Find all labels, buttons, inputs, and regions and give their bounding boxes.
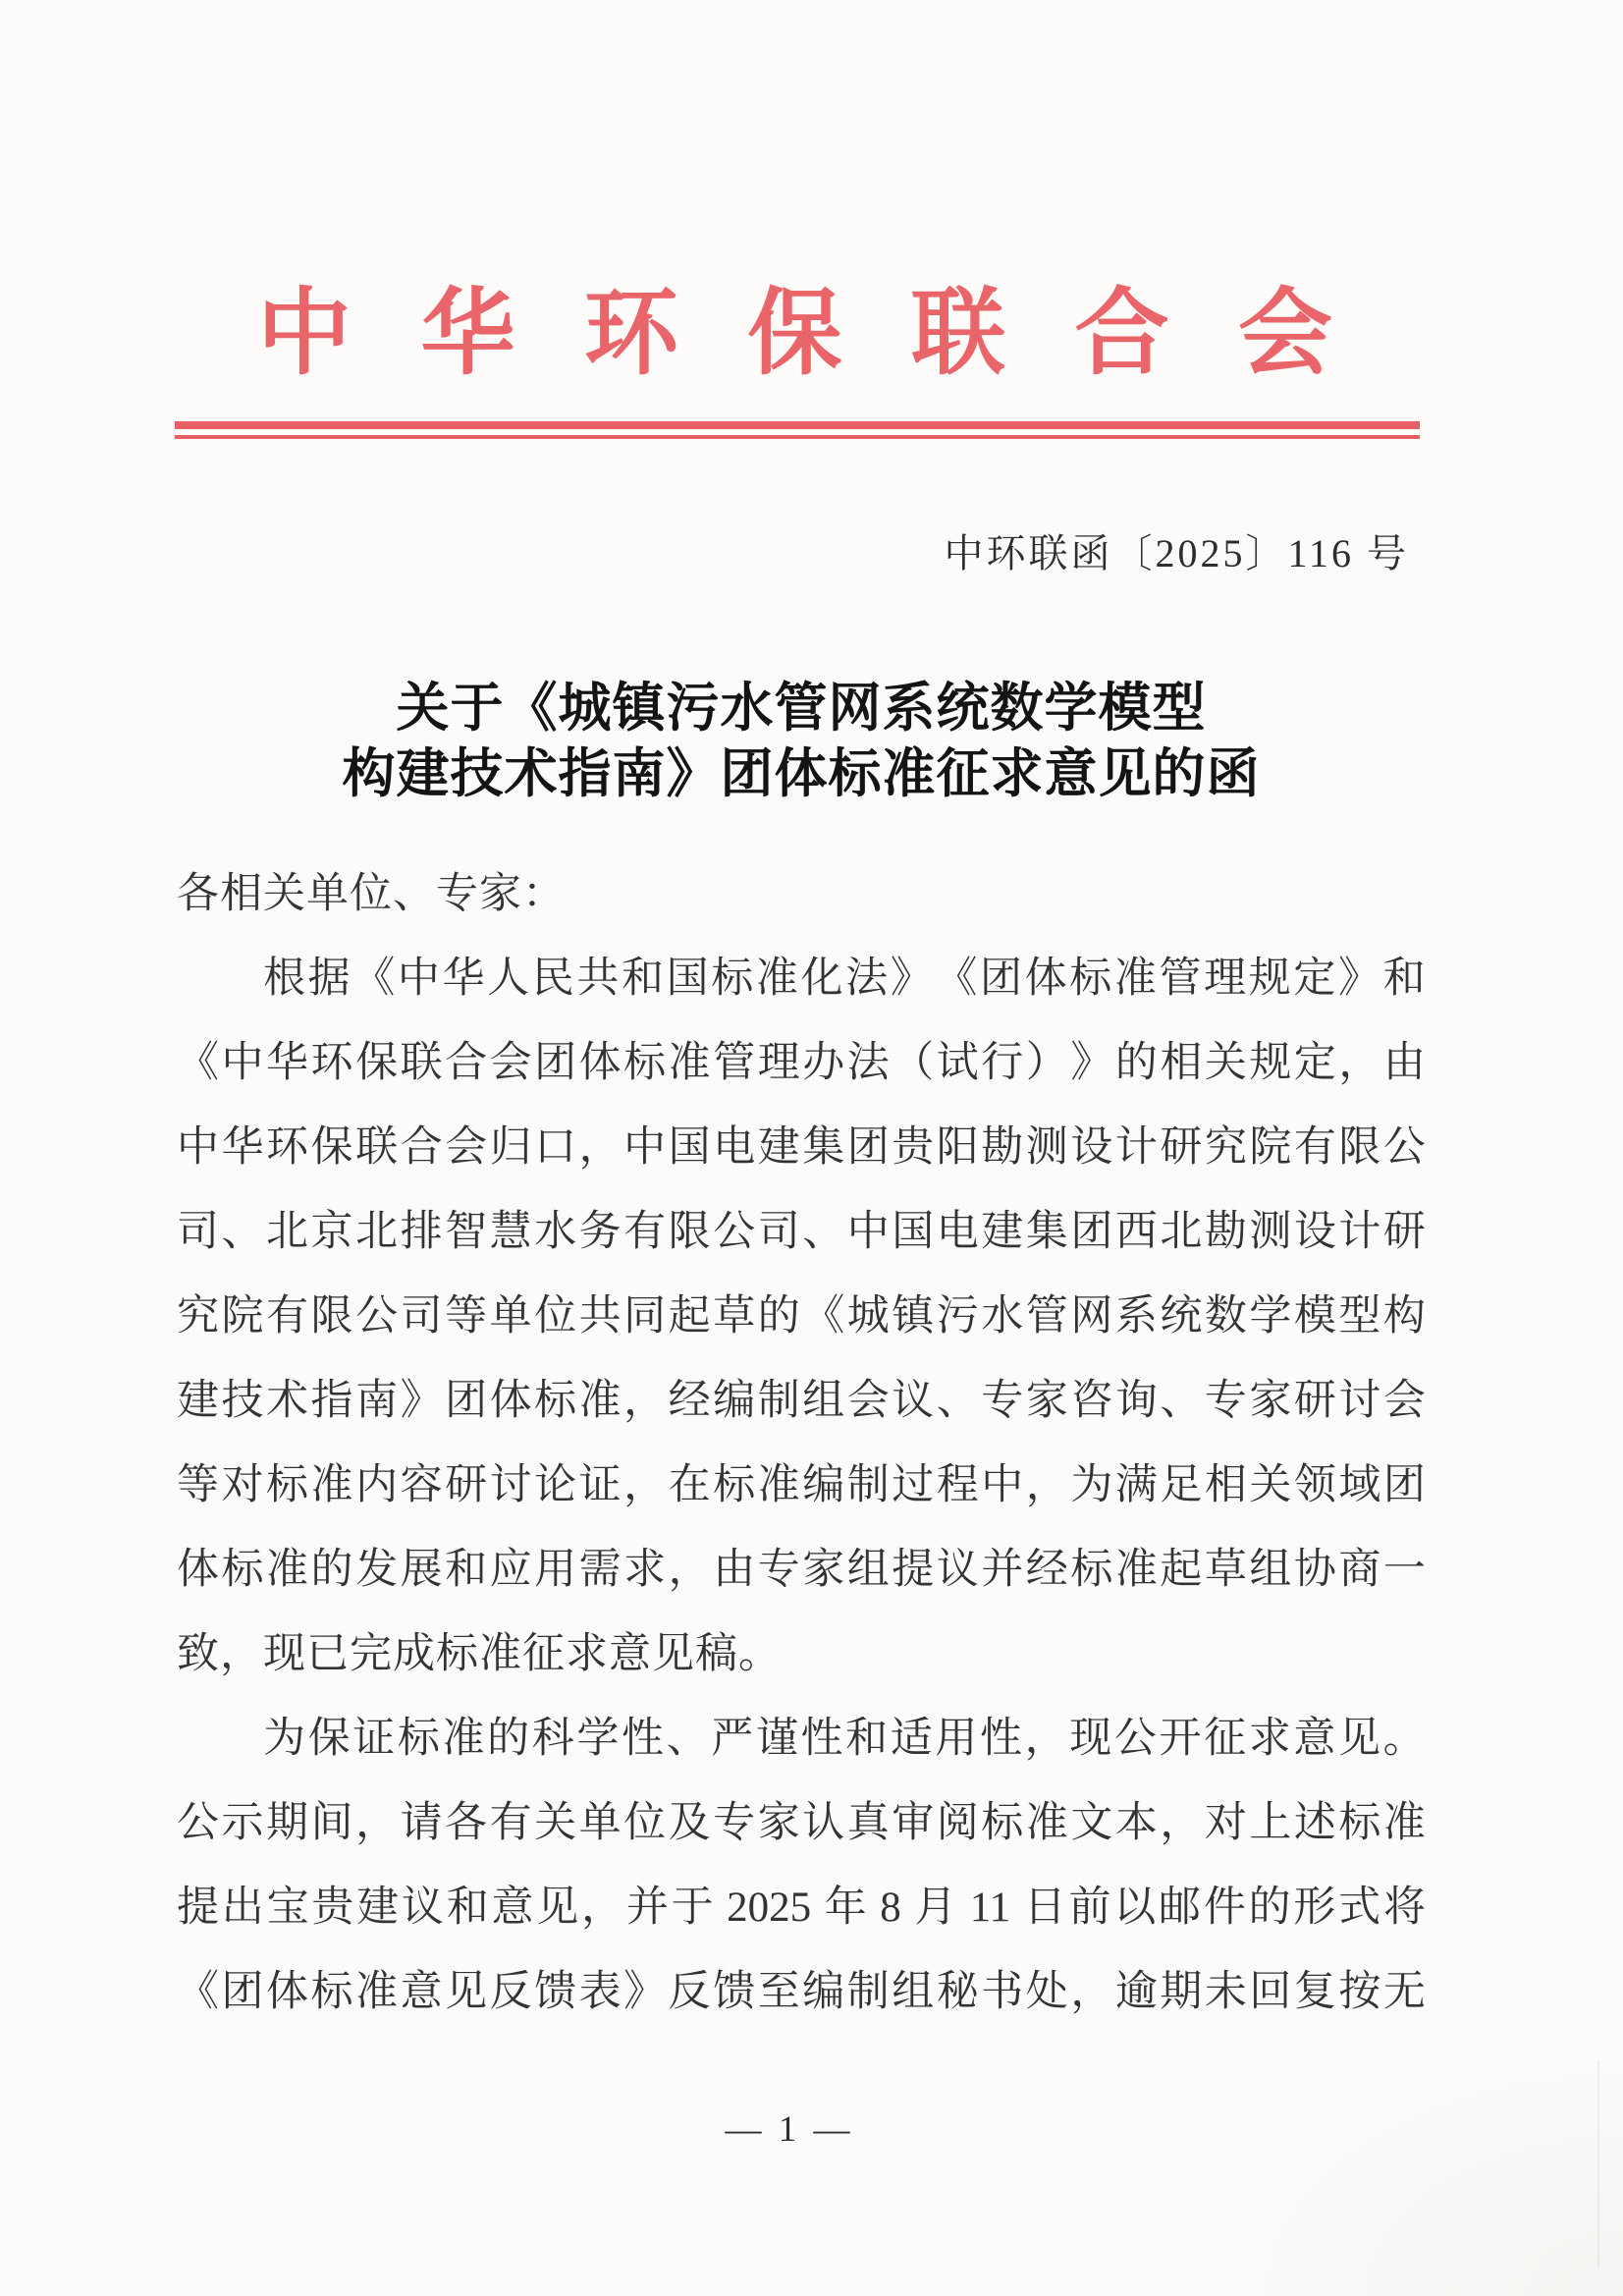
document-title-line1: 关于《城镇污水管网系统数学模型 (396, 679, 1207, 738)
document-title (177, 676, 1426, 807)
body-line: 司 、 北 京 北 排 智 慧 水 务 有 限 公 司 、 中 国 电 建 集 团 西 北 勘 测 设 计 研 (177, 1209, 1426, 1255)
scan-edge-artifact (1597, 2060, 1599, 2267)
body-line: 究 院 有 限 公 司 等 单 位 共 同 起 草 的 《 城 镇 污 水 管 网 系 统 数 学 模 型 构 (177, 1293, 1426, 1339)
salutation: 各相关单位、专家： (177, 871, 566, 917)
body-line: 等 对 标 准 内 容 研 讨 论 证 ， 在 标 准 编 制 过 程 中 ， 为 满 足 相 关 领 域 团 (177, 1462, 1426, 1508)
body-line: 建 技 术 指 南 》 团 体 标 准 ， 经 编 制 组 会 议 、 专 家 咨 询 、 专 家 研 讨 会 (177, 1378, 1426, 1424)
body-line: 提 出 宝 贵 建 议 和 意 见 ， 并 于 2025 年 8 月 11 日 前 以 邮 件 的 形 式 将 (177, 1885, 1426, 1931)
letterhead-rule-thin (175, 435, 1420, 439)
letterhead-rule-thick (175, 421, 1420, 429)
page-number: — 1 — (725, 2109, 854, 2150)
body-line: 为 保 证 标 准 的 科 学 性 、 严 谨 性 和 适 用 性 ， 现 公 开 征 求 意 见 。 (263, 1716, 1426, 1762)
body-line: 公 示 期 间 ， 请 各 有 关 单 位 及 专 家 认 真 审 阅 标 准 文 本 ， 对 上 述 标 准 (177, 1800, 1426, 1846)
body-line: 中 华 环 保 联 合 会 归 口 ， 中 国 电 建 集 团 贵 阳 勘 测 设 计 研 究 院 有 限 公 (177, 1124, 1426, 1171)
body-line: 《 中 华 环 保 联 合 会 团 体 标 准 管 理 办 法 （ 试 行 ） 》 的 相 关 规 定 ， 由 (177, 1040, 1426, 1086)
body-line: 根 据 《 中 华 人 民 共 和 国 标 准 化 法 》 《 团 体 标 准 管 理 规 定 》 和 (263, 956, 1426, 1002)
document-reference-number: 中环联函〔2025〕116 号 (944, 531, 1409, 575)
body-line: 体 标 准 的 发 展 和 应 用 需 求 ， 由 专 家 组 提 议 并 经 标 准 起 草 组 协 商 一 (177, 1547, 1426, 1593)
body-line: 致，现已完成标准征求意见稿。 (177, 1631, 782, 1677)
document-title-line2: 构建技术指南》团体标准征求意见的函 (342, 744, 1261, 803)
body-line: 《 团 体 标 准 意 见 反 馈 表 》 反 馈 至 编 制 组 秘 书 处 ， 逾 期 未 回 复 按 无 (177, 1969, 1426, 2015)
org-name-letterhead: 中 华 环 保 联 合 会 (257, 281, 1332, 386)
letter-body (177, 852, 1426, 2035)
